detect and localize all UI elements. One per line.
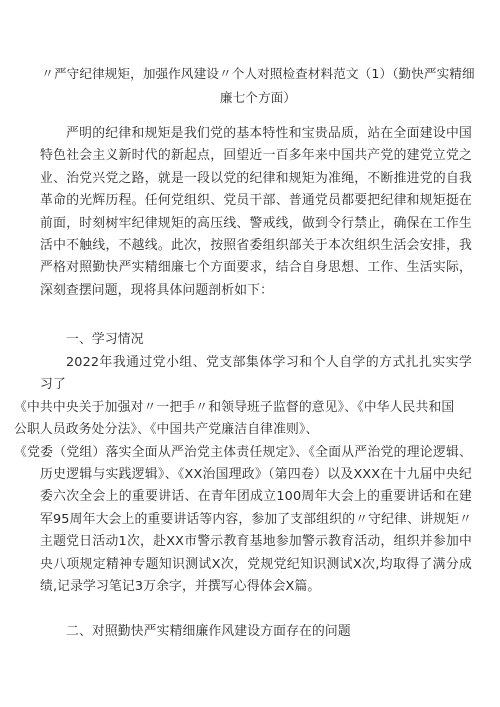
section-heading-study: 一、学习情况 xyxy=(66,332,144,347)
study-line-3: 公职人员政务处分法》、《中国共产党廉洁自律准则》、 xyxy=(14,422,319,438)
section-heading-problems: 二、对照勤快严实精细廉作风建设方面存在的问题 xyxy=(66,624,351,639)
document-title: 〃严守纪律规矩，加强作风建设〃个人对照检查材料范文（1）（勤快严实精细廉七个方面） xyxy=(41,66,475,105)
study-line-2: 《中共中央关于加强对〃一把手〃和领导班子监督的意见》、《中华人民共和国 xyxy=(14,399,455,415)
study-line-1: 2022年我通过党小组、党支部集体学习和个人自学的方式扎扎实实学习了 xyxy=(40,355,472,393)
study-paragraph xyxy=(14,352,472,598)
study-line-4: 《党委（党组）落实全面从严治党主体责任规定》、《全面从严治党的理论逻辑、历史逻辑与实践逻辑》、《XX治国理政》（第四卷）以及XXX在十九届中央纪委六次全会上的重要讲话、在青年团成立100周年大会上的重要讲话和在建军95周年大会上的重要讲话等内容，参加了支部组织的〃守纪律、讲规矩〃主题党日活动1次，赴XX市警示教育基地参加警示教育活动，组织并参加中央八项规定精神专题知识测试X次，党规党纪知识测试X次,均取得了满分成绩,记录学习笔记3万余字，并撰写心得体会X篇。 xyxy=(14,444,472,595)
intro-paragraph: 严明的纪律和规矩是我们党的基本特性和宝贵品质，站在全面建设中国特色社会主义新时代的新起点，回望近一百多年来中国共产党的建党立党之业、治党兴党之路，就是一段以党的纪律和规矩为准绳，不断推进党的自我革命的光辉历程。任何党组织、党员干部、普通党员都要把纪律和规矩挺在前面，时刻树牢纪律规矩的高压线、警戒线，做到令行禁止，确保在工作生活中不触线，不越线。此次，按照省委组织部关于本次组织生活会安排，我严格对照勤快严实精细廉七个方面要求，结合自身思想、工作、生活实际，深刻查摆问题，现将具体问题剖析如下： xyxy=(40,126,472,298)
